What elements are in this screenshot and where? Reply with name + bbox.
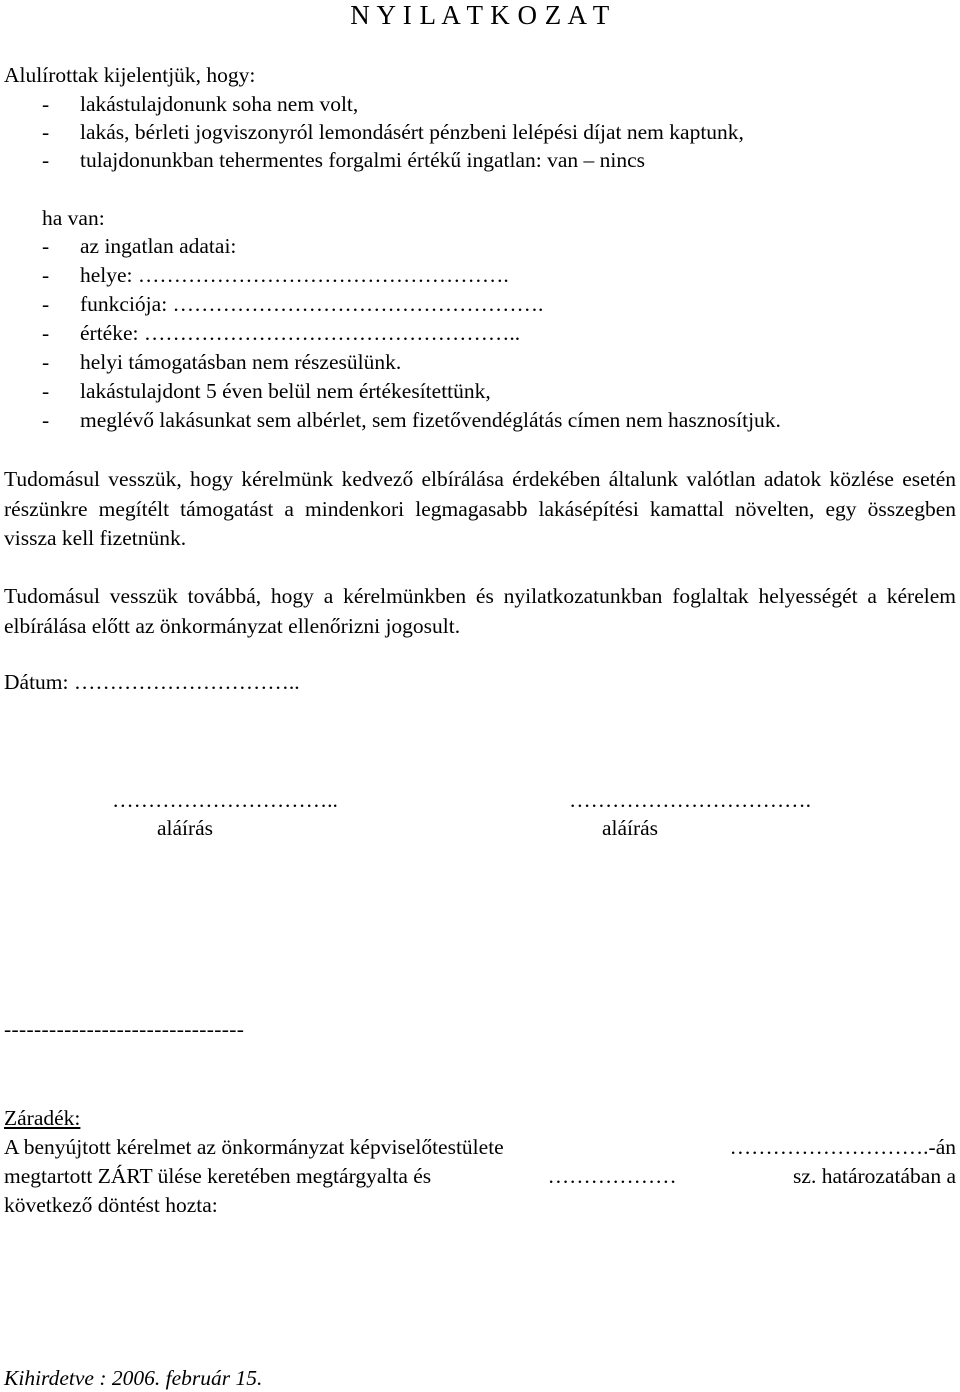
footer-announcement: Kihirdetve : 2006. február 15.	[4, 1366, 263, 1390]
property-value-item: - értéke: ……………………………………………..	[42, 321, 521, 345]
clause-line-3: következő döntést hozta:	[4, 1193, 218, 1217]
if-yes-label: ha van:	[42, 206, 105, 230]
clause-date-fill: ……………………….-án	[729, 1135, 956, 1159]
clause-heading: Záradék:	[4, 1106, 81, 1130]
signature-label-2: aláírás	[601, 816, 659, 840]
clause-line-2-end: sz. határozatában a	[793, 1164, 956, 1188]
clause-line-1-text: A benyújtott kérelmet az önkormányzat képviselőtestülete	[4, 1135, 504, 1159]
signature-line-2: …………………………….	[569, 788, 811, 812]
clause-line-2	[4, 1163, 956, 1189]
clause-line-2-text: megtartott ZÁRT ülése keretében megtárgyalta és	[4, 1164, 432, 1188]
property-function-item: - funkciója: …………………………………………….	[42, 292, 544, 316]
acknowledgement-paragraph-1: Tudomásul vesszük, hogy kérelmünk kedvező elbírálása érdekében általunk valótlan adatok közlése esetén részünkre megítélt támogatást a mindenkori legmagasabb lakásépítési kamattal növelten, egy összegben vissza kell fizetnünk.	[4, 467, 956, 550]
clause-number-fill: ………………	[547, 1164, 677, 1188]
signature-label-1: aláírás	[156, 816, 214, 840]
intro-text: Alulírottak kijelentjük, hogy:	[4, 63, 256, 87]
separator-line: --------------------------------	[4, 1017, 245, 1041]
document-title: N Y I L A T K O Z A T	[350, 0, 610, 30]
signature-line-1: …………………………..	[112, 788, 338, 812]
clause-line-1	[4, 1134, 956, 1160]
declaration-item: - tulajdonunkban tehermentes forgalmi értékű ingatlan: van – nincs	[42, 148, 646, 172]
no-use-item: - meglévő lakásunkat sem albérlet, sem fizetővendéglátás címen nem hasznosítjuk.	[42, 408, 781, 432]
no-support-item: - helyi támogatásban nem részesülünk.	[42, 350, 402, 374]
property-data-item: - az ingatlan adatai:	[42, 234, 237, 258]
declaration-item: - lakástulajdonunk soha nem volt,	[42, 92, 359, 116]
acknowledgement-paragraph-2: Tudomásul vesszük továbbá, hogy a kérelmünkben és nyilatkozatunkban foglaltak helyességét a kérelem elbírálása előtt az önkormányzat ellenőrizni jogosult.	[4, 584, 956, 638]
no-sale-item: - lakástulajdont 5 éven belül nem értékesítettünk,	[42, 379, 491, 403]
property-location-item: - helye: …………………………………………….	[42, 263, 509, 287]
date-line: Dátum: …………………………..	[4, 670, 300, 694]
declaration-item: - lakás, bérleti jogviszonyról lemondásért pénzbeni lelépési díjat nem kaptunk,	[42, 120, 744, 144]
